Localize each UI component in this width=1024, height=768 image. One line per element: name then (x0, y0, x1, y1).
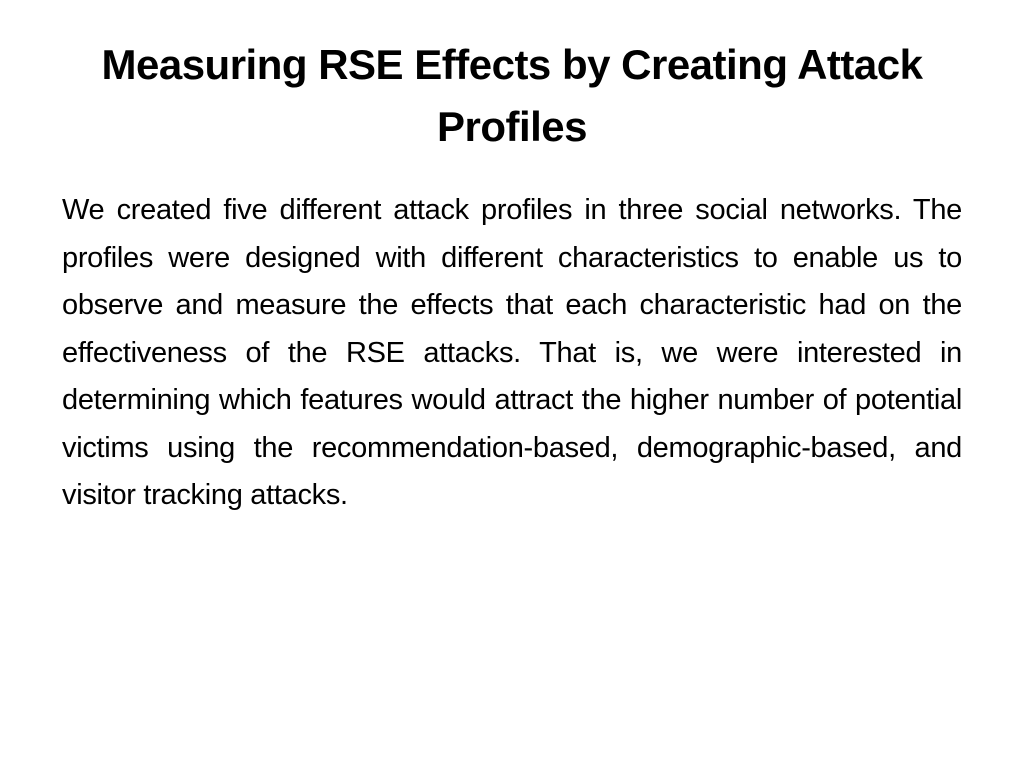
slide-title: Measuring RSE Effects by Creating Attack Profiles (101, 41, 923, 150)
slide-body-text: We created five different attack profiles in three social networks. The profiles were designed with different characteristics to enable us to observe and measure the effects that each characteristic had on the effectiveness of the RSE attacks. That is, we were interested in determining which features would attract the higher number of potential victims using the recommendation-based, demographic-based, and visitor tracking attacks. (62, 194, 962, 511)
